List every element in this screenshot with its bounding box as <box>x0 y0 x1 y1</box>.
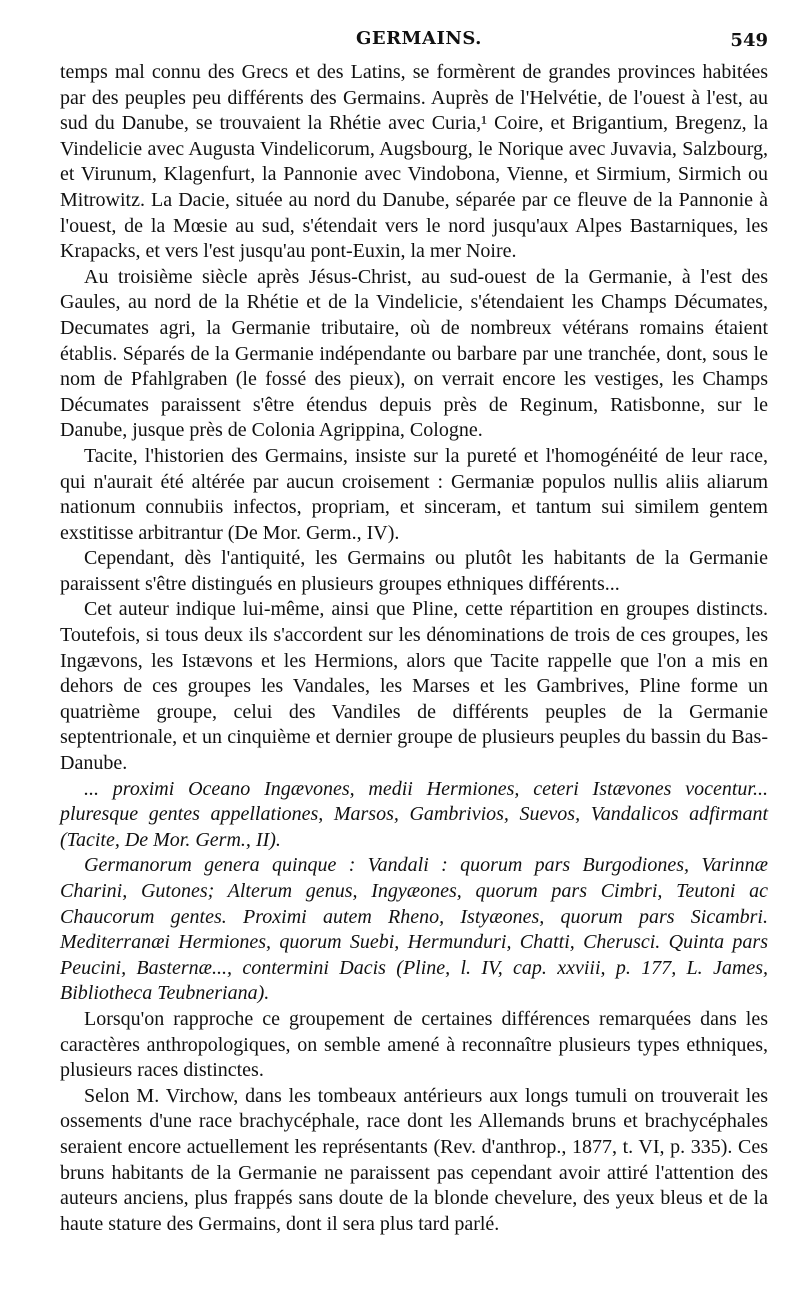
paragraph-2: Au troisième siècle après Jésus-Christ, au sud-ouest de la Germanie, à l'est des Gaules, au nord de la Rhétie et de la Vindelicie, s'étendaient les Champs Décumates, Decumates agri, la Germanie tributaire, où de nombreux vétérans romains étaient établis. Séparés de la Germanie indépendante ou barbare par une tranchée, dont, sous le nom de Pfahlgraben (le fossé des pieux), on verrait encore les vestiges, les Champs Décumates paraissent s'être étendus depuis près de Reginum, Ratisbonne, sur le Danube, jusque près de Colonia Agrippina, Cologne. <box>60 265 768 442</box>
paragraph-7: Selon M. Virchow, dans les tombeaux antérieurs aux longs tumuli on trouverait les ossements d'une race brachycéphale, race dont les Allemands bruns et brachycéphales seraient encore actuellement les représentants (Rev. d'anthrop., 1877, t. VI, p. 335). Ces bruns habitants de la Germanie ne paraissent pas cependant avoir attiré l'attention des auteurs anciens, plus frappés sans doute de la blonde chevelure, des yeux bleus et de la haute stature des Germains, dont il sera plus tard parlé. <box>60 1084 768 1235</box>
quote-pline: Germanorum genera quinque : Vandali : quorum pars Burgodiones, Varinnæ Charini, Gutones; Alterum genus, Ingyæones, quorum pars Cimbri, Teutoni ac Chaucorum gentes. Proximi autem Rheno, Istyæones, quorum pars Sicambri. Mediterranæi Hermiones, quorum Suebi, Hermunduri, Chatti, Cherusci. Quinta pars Peucini, Basternæ..., contermini Dacis (Pline, l. IV, cap. xxviii, p. 177, L. James, Bibliotheca Teubneriana). <box>60 854 768 1005</box>
running-title: GERMAINS. <box>356 28 482 49</box>
page-number: 549 <box>730 30 768 51</box>
page-header <box>0 28 800 58</box>
paragraph-5: Cet auteur indique lui-même, ainsi que Pline, cette répartition en groupes distincts. Toutefois, si tous deux ils s'accordent sur les dénominations de trois de ces groupes, les Ingævons, les Istævons et les Hermions, alors que Tacite rappelle que l'on a mis en dehors de ces groupes les Vandales, les Marses et les Gambrives, Pline forme un quatrième groupe, celui des Vandiles de différents peuples de la Germanie septentrionale, et un cinquième et dernier groupe de plusieurs peuples du bassin du Bas-Danube. <box>60 598 768 775</box>
paragraph-3: Tacite, l'historien des Germains, insiste sur la pureté et l'homogénéité de leur race, qui n'aurait été altérée par aucun croisement : Germaniæ populos nullis aliis aliarum nationum connubiis infectos, propriam, et sinceram, et tantum sui similem gentem exstitisse arbitrantur (De Mor. Germ., IV). <box>60 444 768 544</box>
quote-tacitus: ... proximi Oceano Ingævones, medii Hermiones, ceteri Istævones vocentur... pluresque gentes appellationes, Marsos, Gambrivios, Suevos, Vandalicos adfirmant (Tacite, De Mor. Germ., II). <box>60 777 768 851</box>
page-body <box>60 60 768 1237</box>
paragraph-1: temps mal connu des Grecs et des Latins, se formèrent de grandes provinces habitées par des peuples peu différents des Germains. Auprès de l'Helvétie, de l'ouest à l'est, au sud du Danube, se trouvaient la Rhétie avec Curia,¹ Coire, et Brigantium, Bregenz, la Vindelicie avec Augusta Vindelicorum, Augsbourg, le Norique avec Juvavia, Salzbourg, et Virunum, Klagenfurt, la Pannonie avec Vindobona, Vienne, et Sirmium, Sirmich ou Mitrowitz. La Dacie, située au nord du Danube, séparée par ce fleuve de la Pannonie à l'ouest, de la Mœsie au sud, s'étendait vers le nord jusqu'aux Alpes Bastarniques, les Krapacks, et vers l'est jusqu'au pont-Euxin, la mer Noire. <box>60 61 768 263</box>
paragraph-4: Cependant, dès l'antiquité, les Germains ou plutôt les habitants de la Germanie paraissent s'être distingués en plusieurs groupes ethniques différents... <box>60 547 768 595</box>
paragraph-6: Lorsqu'on rapproche ce groupement de certaines différences remarquées dans les caractères anthropologiques, on semble amené à reconnaître plusieurs types ethniques, plusieurs races distinctes. <box>60 1007 768 1082</box>
